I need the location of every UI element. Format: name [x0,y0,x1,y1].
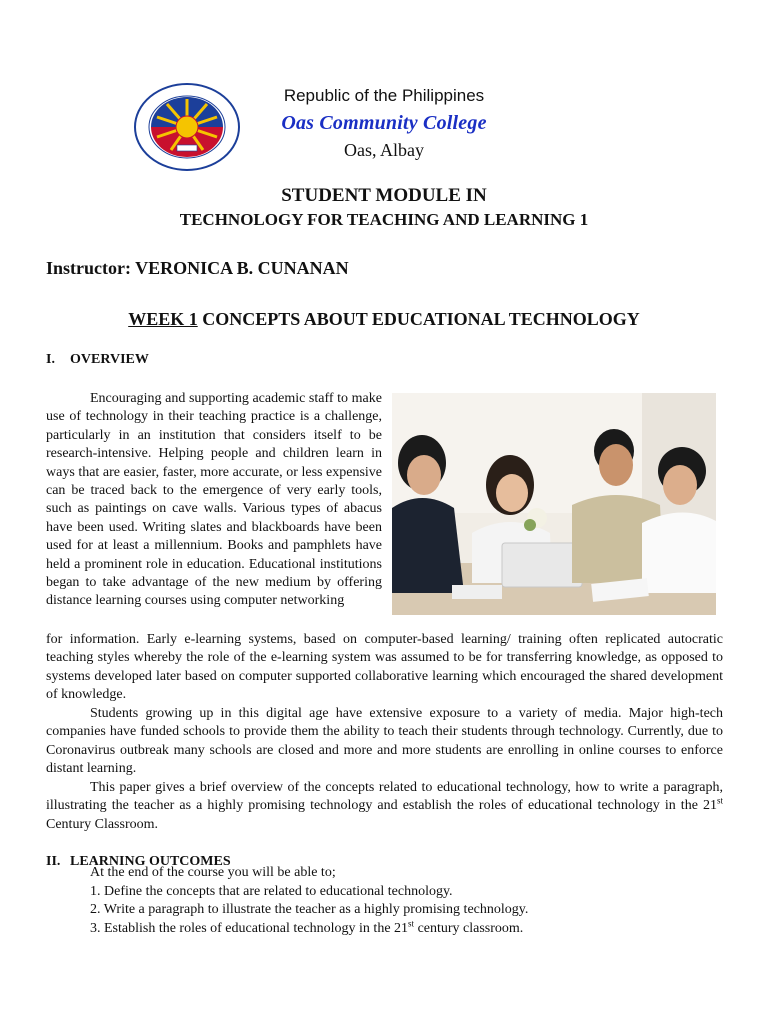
outcome-item-end: century classroom. [414,920,524,936]
module-title-line2: TECHNOLOGY FOR TEACHING AND LEARNING 1 [179,210,589,229]
overview-paragraph-1a: Encouraging and supporting academic staff to make use of technology in their teaching practice is a challenge, particularly in an institution that considers itself to be research-intensive. Helping people and children learn in ways that are easier, faster, more accurate, or less expensive can be traced back to the emergence of very early tools, such as paintings on cave walls. Various types of abacus have been used. Writing slates and blackboards have been used for at least a millennium. Books and pamphlets have held a prominent role in education. Educational institutions began to take advantage of the new medium by offering distance learning courses using computer networking [46,391,382,609]
outcomes-title: LEARNING OUTCOMES [70,854,231,869]
outcome-item-text: 3. Establish the roles of educational technology in the 21 [90,920,409,936]
week-title: CONCEPTS ABOUT EDUCATIONAL TECHNOLOGY [197,309,640,329]
overview-paragraph-3 [46,779,723,834]
instructor-line: Instructor: VERONICA B. CUNANAN [46,258,349,278]
outcomes-list [90,864,528,938]
overview-paragraph-3-sup: st [716,795,723,806]
outcome-item: 2. Write a paragraph to illustrate the teacher as a highly promising technology. [90,902,529,918]
week-label: WEEK 1 [128,309,198,329]
college-location: Oas, Albay [344,140,424,160]
outcome-item-sup: st [408,918,415,929]
outcome-item [90,920,528,939]
overview-paragraph-2: Students growing up in this digital age have extensive exposure to a variety of media. Major high-tech companies have funded schools to provide them the ability to teach their students through technology. Currently, due to Coronavirus outbreak many schools are closed and more and more students are enrolling in online courses to enforce distant learning. [46,706,723,777]
college-name: Oas Community College [281,112,487,134]
outcome-item: 1. Define the concepts that are related to educational technology. [90,883,453,899]
country-heading: Republic of the Philippines [283,86,485,105]
overview-heading [46,352,149,368]
overview-number: I. [46,352,55,367]
week-heading [0,309,768,330]
seal-icon [133,82,241,172]
overview-paragraph-3-text: This paper gives a brief overview of the concepts related to educational technology, how to write a paragraph, illustrating the teacher as a highly promising technology and establish the roles of educational technology in the 21 [46,780,723,814]
overview-paragraph-3-end: Century Classroom. [46,816,158,832]
overview-title: OVERVIEW [70,352,149,367]
students-photo [392,393,716,615]
overview-paragraph-1b: for information. Early e-learning systems, based on computer-based learning/ training often replicated autocratic teaching styles whereby the role of the e-learning system was assumed to be for transferring knowledge, as opposed to systems developed later based on computer supported collaborative learning which encouraged the shared development of knowledge. [46,632,723,703]
outcomes-number: II. [46,854,61,869]
module-title-line1: STUDENT MODULE IN [281,185,487,206]
outcomes-intro: At the end of the course you will be able to; [90,865,336,880]
